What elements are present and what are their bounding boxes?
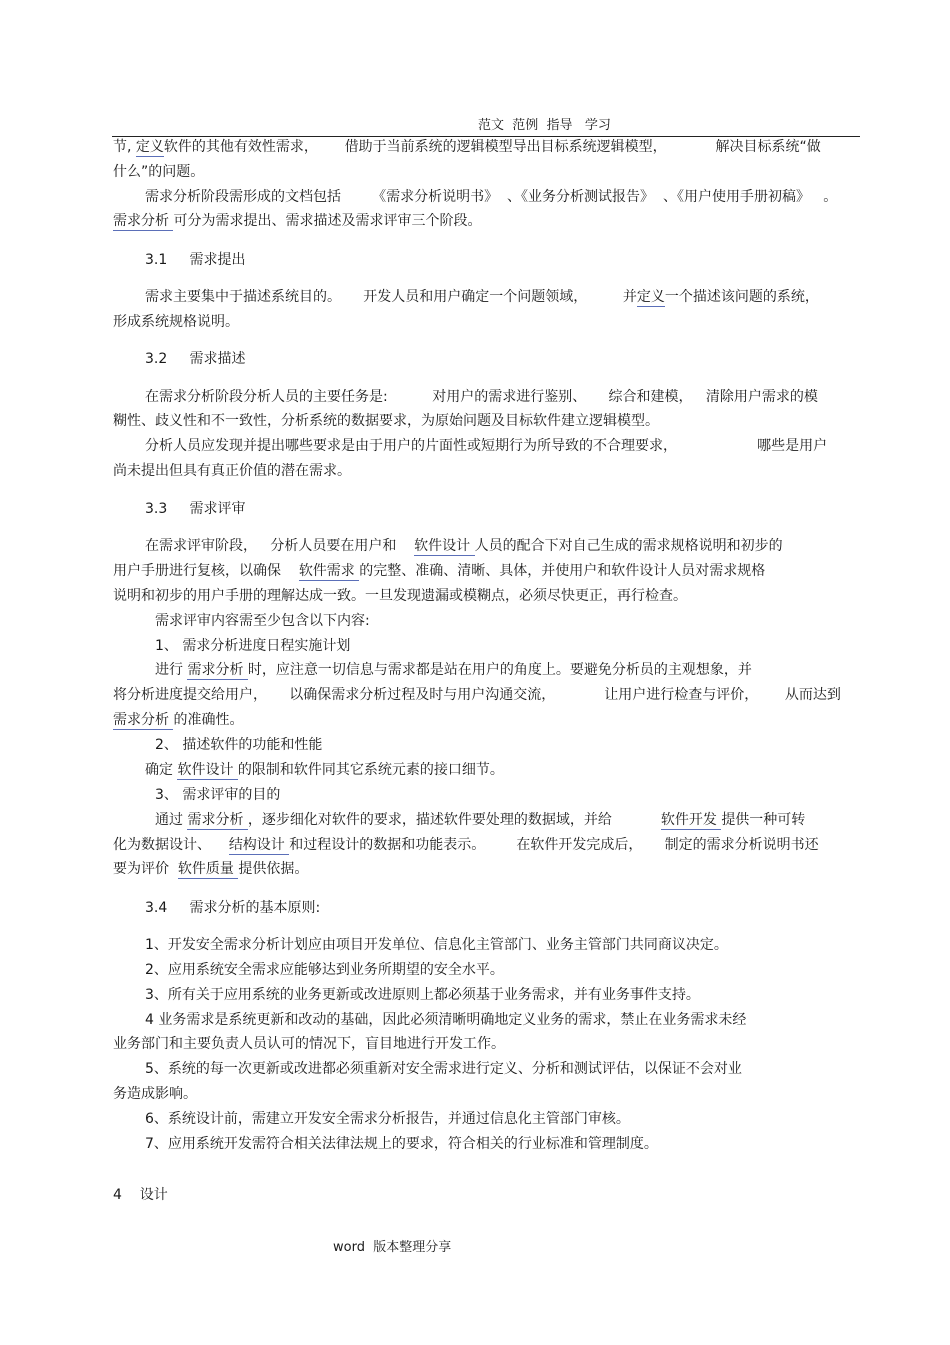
text-span: 3.1 需求提出 xyxy=(145,252,246,268)
text-line xyxy=(145,499,246,519)
text-line xyxy=(145,960,504,980)
text-span: 3.2 需求描述 xyxy=(145,351,246,367)
hyperlink-term[interactable]: 需求分析 xyxy=(113,213,174,229)
text-line xyxy=(113,211,481,231)
text-line xyxy=(113,835,819,855)
text-span: 务造成影响。 xyxy=(113,1086,197,1102)
text-line xyxy=(145,898,320,918)
hyperlink-term[interactable]: 需求分析 xyxy=(113,712,174,728)
hyperlink-term[interactable]: 软件设计 xyxy=(414,538,475,554)
hyperlink-term[interactable]: 软件质量 xyxy=(177,861,239,877)
text-span: 要为评价 xyxy=(113,861,178,877)
text-span: 说明和初步的用户手册的理解达成一致。一旦发现遗漏或模糊点，必须尽快更正，再行检查。 xyxy=(113,588,687,604)
text-line xyxy=(145,1010,746,1030)
text-line xyxy=(155,636,350,656)
text-line xyxy=(145,1059,742,1079)
text-line xyxy=(145,250,246,270)
text-span: 的限制和软件同其它系统元素的接口细节。 xyxy=(237,762,504,778)
text-line xyxy=(113,586,687,606)
text-span: 1、 需求分析进度日程实施计划 xyxy=(155,638,351,654)
text-span: 确定 xyxy=(145,762,178,778)
text-line xyxy=(113,461,351,481)
text-span: 的准确性。 xyxy=(173,712,244,728)
text-span: 4 设计 xyxy=(113,1187,168,1203)
text-span: 6、系统设计前，需建立开发安全需求分析报告，并通过信息化主管部门审核。 xyxy=(145,1111,630,1127)
text-line xyxy=(155,660,752,680)
hyperlink-term[interactable]: 软件需求 xyxy=(298,563,360,579)
text-span: 2、应用系统安全需求应能够达到业务所期望的安全水平。 xyxy=(145,962,504,978)
text-line xyxy=(113,312,239,332)
text-line xyxy=(145,536,783,556)
text-line xyxy=(145,349,246,369)
text-line xyxy=(113,561,765,581)
text-span: 软件的其他有效性需求， 借助于当前系统的逻辑模型导出目标系统逻辑模型， 解决目标系统“做 xyxy=(163,139,821,155)
text-span: 用户手册进行复核，以确保 xyxy=(113,563,299,579)
text-line xyxy=(155,810,805,830)
hyperlink-term[interactable]: 结构设计 xyxy=(228,837,290,853)
text-span: 时，应注意一切信息与需求都是站在用户的角度上。要避免分析员的主观想象，并 xyxy=(247,662,752,678)
text-line xyxy=(145,760,504,780)
text-line xyxy=(113,685,841,705)
text-span: 3、所有关于应用系统的业务更新或改进原则上都必须基于业务需求，并有业务事件支持。 xyxy=(145,987,700,1003)
text-span: 1、开发安全需求分析计划应由项目开发单位、信息化主管部门、业务主管部门共同商议决定。 xyxy=(145,937,728,953)
text-span: 通过 xyxy=(155,812,188,828)
text-span: 什么”的问题。 xyxy=(113,164,205,180)
text-span: 分析人员应发现并提出哪些要求是由于用户的片面性或短期行为所导致的不合理要求， 哪些是用户 xyxy=(145,438,828,454)
text-span: 在需求分析阶段分析人员的主要任务是: 对用户的需求进行鉴别、 综合和建模， 清除用户需求的模 xyxy=(145,389,818,405)
text-span: 3.3 需求评审 xyxy=(145,501,246,517)
text-span: 糊性、歧义性和不一致性，分析系统的数据要求，为原始问题及目标软件建立逻辑模型。 xyxy=(113,413,659,429)
text-line xyxy=(155,735,322,755)
text-span: 在需求评审阶段， 分析人员要在用户和 xyxy=(145,538,415,554)
text-line xyxy=(145,935,728,955)
text-line xyxy=(145,985,700,1005)
text-span: 的完整、准确、清晰、具体，并使用户和软件设计人员对需求规格 xyxy=(359,563,766,579)
text-span: 5、系统的每一次更新或改进都必须重新对安全需求进行定义、分析和测试评估，以保证不会对业 xyxy=(145,1061,742,1077)
text-line xyxy=(145,187,837,207)
hyperlink-term[interactable]: 定义 xyxy=(636,289,665,305)
text-line xyxy=(145,287,819,307)
hyperlink-term[interactable]: 软件开发 xyxy=(660,812,722,828)
text-span: 形成系统规格说明。 xyxy=(113,314,239,330)
text-span: 节, xyxy=(113,139,136,155)
text-line xyxy=(145,436,827,456)
text-line xyxy=(155,785,280,805)
text-span: 进行 xyxy=(155,662,188,678)
text-line xyxy=(113,1185,168,1205)
text-line xyxy=(145,387,818,407)
text-line xyxy=(145,1134,658,1154)
page-footer: word 版本整理分享 xyxy=(333,1240,452,1255)
text-line xyxy=(113,1034,505,1054)
hyperlink-term[interactable]: 定义 xyxy=(135,139,164,155)
text-span: 7、应用系统开发需符合相关法律法规上的要求，符合相关的行业标准和管理制度。 xyxy=(145,1136,658,1152)
text-line xyxy=(113,710,243,730)
text-span: 人员的配合下对自己生成的需求规格说明和初步的 xyxy=(474,538,783,554)
hyperlink-term[interactable]: 需求分析 xyxy=(187,812,248,828)
text-span: 一个描述该问题的系统， xyxy=(664,289,819,305)
text-line xyxy=(145,1109,630,1129)
text-line xyxy=(113,411,659,431)
text-span: 提供依据。 xyxy=(238,861,309,877)
text-span: 和过程设计的数据和功能表示。 在软件开发完成后， 制定的需求分析说明书还 xyxy=(289,837,819,853)
text-span: ，逐步细化对软件的要求，描述软件要处理的数据域，并给 xyxy=(247,812,661,828)
text-span: 尚未提出但具有真正价值的潜在需求。 xyxy=(113,463,351,479)
text-span: 需求主要集中于描述系统目的。 开发人员和用户确定一个问题领域， 并 xyxy=(145,289,637,305)
text-line xyxy=(113,859,308,879)
text-line xyxy=(113,137,821,157)
text-line xyxy=(155,611,370,631)
text-span: 业务部门和主要负责人员认可的情况下，盲目地进行开发工作。 xyxy=(113,1036,505,1052)
text-span: 3.4 需求分析的基本原则: xyxy=(145,900,321,916)
text-span: 需求分析阶段需形成的文档包括 《需求分析说明书》 、《业务分析测试报告》 、《用户使用手册初稿》 。 xyxy=(145,189,838,205)
text-line xyxy=(113,162,204,182)
text-line xyxy=(113,1084,197,1104)
hyperlink-term[interactable]: 需求分析 xyxy=(187,662,248,678)
text-span: 需求评审内容需至少包含以下内容: xyxy=(155,613,370,629)
text-span: 化为数据设计、 xyxy=(113,837,229,853)
text-span: 提供一种可转 xyxy=(721,812,806,828)
text-span: 将分析进度提交给用户， 以确保需求分析过程及时与用户沟通交流， 让用户进行检查与评价， 从而达到 xyxy=(113,687,841,703)
text-span: 2、 描述软件的功能和性能 xyxy=(155,737,323,753)
hyperlink-term[interactable]: 软件设计 xyxy=(177,762,238,778)
page-header: 范文 范例 指导 学习 xyxy=(478,118,611,133)
text-span: 4 业务需求是系统更新和改动的基础，因此必须清晰明确地定义业务的需求，禁止在业务需求未经 xyxy=(145,1012,747,1028)
text-span: 可分为需求提出、需求描述及需求评审三个阶段。 xyxy=(173,213,482,229)
text-span: 3、 需求评审的目的 xyxy=(155,787,281,803)
